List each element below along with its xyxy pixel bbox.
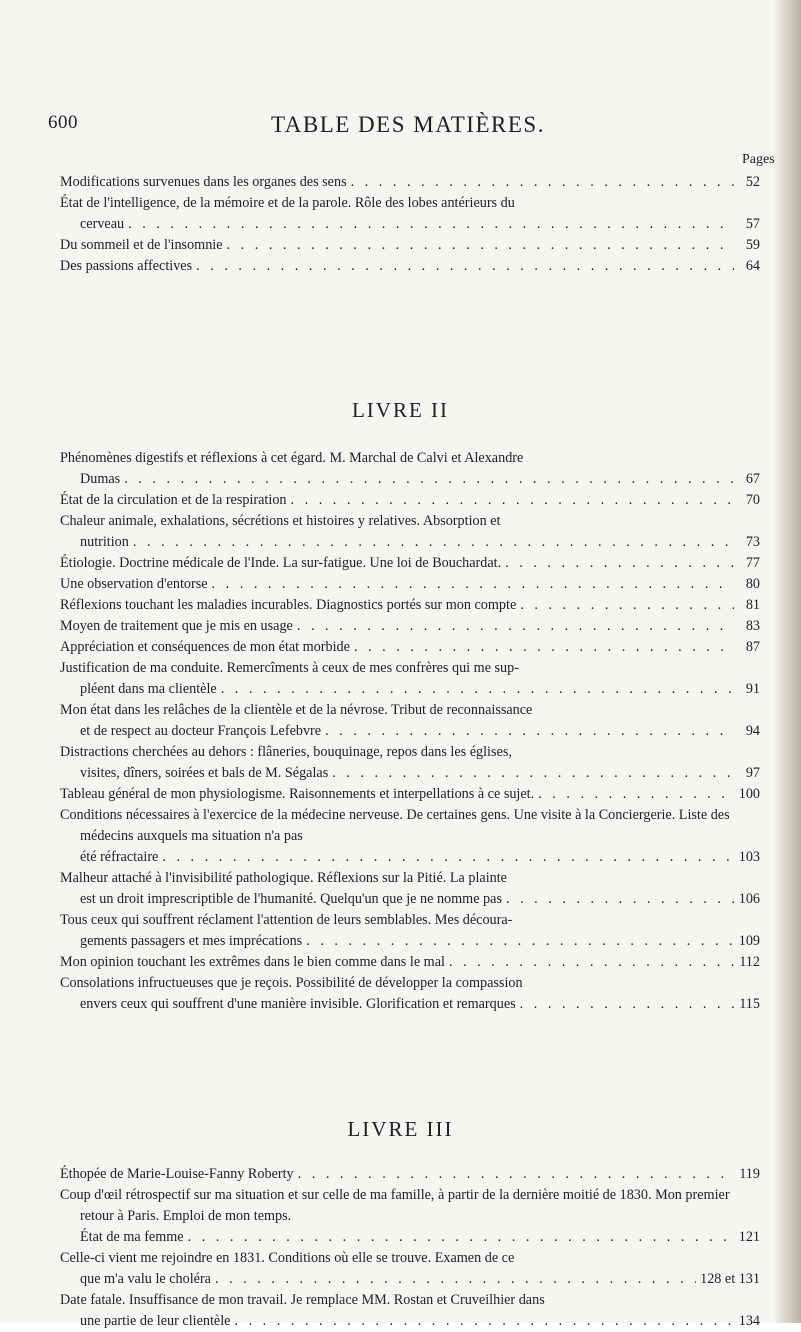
- dot-leader: [215, 1269, 696, 1290]
- toc-entry-line: [60, 994, 760, 1015]
- page-header: [48, 112, 768, 142]
- toc-entry-text: Justification de ma conduite. Remercîments à ceux de mes confrères qui me sup-: [60, 660, 519, 676]
- toc-entry-page: 91: [745, 681, 760, 697]
- toc-entry-page: 57: [745, 216, 760, 232]
- toc-entry: [60, 973, 760, 1015]
- toc-entry-page: 73: [745, 534, 760, 550]
- toc-entry-line: [60, 889, 760, 910]
- toc-entry-label: État de la circulation et de la respiration: [60, 492, 287, 508]
- toc-entry: [60, 490, 760, 511]
- toc-entry: [60, 256, 760, 277]
- toc-entry-label: Étiologie. Doctrine médicale de l'Inde. La sur-fatigue. Une loi de Bouchardat.: [60, 555, 502, 571]
- toc-entry-label: gements passagers et mes imprécations: [80, 933, 303, 949]
- toc-entry: [60, 700, 760, 742]
- toc-entry-label: pléent dans ma clientèle: [80, 681, 217, 697]
- toc-entry-page: 106: [738, 891, 760, 907]
- toc-entry-line: [60, 1311, 760, 1332]
- toc-entry-text: Date fatale. Insuffisance de mon travail. Je remplace MM. Rostan et Cruveilhier dans: [60, 1292, 545, 1308]
- toc-entry: [60, 952, 760, 973]
- toc-entry-label: cerveau: [80, 216, 125, 232]
- dot-leader: [505, 553, 734, 574]
- toc-entry-line: [60, 952, 760, 973]
- toc-entry-label: Modifications survenues dans les organes des sens: [60, 174, 347, 190]
- toc-entry-line: [60, 1164, 760, 1185]
- toc-entry: [60, 574, 760, 595]
- toc-entry-label: Dumas: [80, 471, 121, 487]
- toc-entry-page: 52: [745, 174, 760, 190]
- toc-entry-label: nutrition: [80, 534, 129, 550]
- toc-entry: [60, 1185, 760, 1248]
- page-number: 600: [48, 112, 78, 133]
- toc-entry-text: Phénomènes digestifs et réflexions à cet égard. M. Marchal de Calvi et Alexandre: [60, 450, 524, 466]
- toc-entry: [60, 658, 760, 700]
- dot-leader: [332, 763, 734, 784]
- dot-leader: [354, 637, 734, 658]
- toc-entry-label: une partie de leur clientèle: [80, 1313, 231, 1329]
- toc-entry-text: Chaleur animale, exhalations, sécrétions et histoires y relatives. Absorption et: [60, 513, 501, 529]
- toc-entry-line: [60, 679, 760, 700]
- dot-leader: [234, 1311, 734, 1332]
- toc-entry: [60, 784, 760, 805]
- toc-entry-page: 119: [739, 1166, 760, 1182]
- toc-entry-label: Appréciation et conséquences de mon état morbide: [60, 639, 350, 655]
- dot-leader: [298, 1164, 734, 1185]
- toc-entry-page: 115: [739, 996, 760, 1012]
- toc-entry: [60, 637, 760, 658]
- running-title: TABLE DES MATIÈRES.: [271, 112, 545, 137]
- dot-leader: [297, 616, 734, 637]
- toc-entry-page: 134: [738, 1313, 760, 1329]
- toc-entry: [60, 1290, 760, 1332]
- toc-entry: [60, 616, 760, 637]
- toc-entry-page: 59: [745, 237, 760, 253]
- dot-leader: [291, 490, 734, 511]
- toc-entry-page: 121: [738, 1229, 760, 1245]
- toc-entries-livre-2: [60, 448, 760, 1015]
- dot-leader: [124, 469, 734, 490]
- toc-entry-label: envers ceux qui souffrent d'une manière invisible. Glorification et remarques: [80, 996, 516, 1012]
- toc-entry-line: [60, 637, 760, 658]
- toc-entry-label: Mon opinion touchant les extrêmes dans le bien comme dans le mal: [60, 954, 445, 970]
- dot-leader: [449, 952, 734, 973]
- toc-entry-label: Des passions affectives: [60, 258, 193, 274]
- dot-leader: [133, 532, 734, 553]
- dot-leader: [212, 574, 734, 595]
- toc-entry-text: Distractions cherchées au dehors : flâneries, bouquinage, repos dans les églises,: [60, 744, 512, 760]
- toc-entry-line: [60, 172, 760, 193]
- toc-entry: [60, 1248, 760, 1290]
- toc-entry-line: [60, 595, 760, 616]
- toc-entry-line: [60, 553, 760, 574]
- toc-entry-line: [60, 490, 760, 511]
- toc-entry-page: 87: [745, 639, 760, 655]
- toc-entry-text: Conditions nécessaires à l'exercice de la médecine nerveuse. De certaines gens. Une visite à la Conciergerie. Liste des médecins auxquels ma situation n'a pas: [60, 807, 730, 844]
- dot-leader: [351, 172, 734, 193]
- dot-leader: [520, 595, 734, 616]
- toc-entry-label: que m'a valu le choléra: [80, 1271, 211, 1287]
- toc-entry-text: Tous ceux qui souffrent réclament l'attention de leurs semblables. Mes décourа-: [60, 912, 513, 928]
- toc-entry-label: été réfractaire: [80, 849, 159, 865]
- toc-entry-line: [60, 847, 760, 868]
- section-title-livre-2: LIVRE II: [351, 398, 450, 422]
- toc-entry-line: [60, 763, 760, 784]
- pages-column-label: Pages: [742, 152, 775, 167]
- toc-entry-page: 128 et 131: [700, 1271, 760, 1287]
- toc-entry-label: visites, dîners, soirées et bals de M. Ségalas: [80, 765, 329, 781]
- toc-entry: [60, 910, 760, 952]
- toc-entry-label: et de respect au docteur François Lefebvre: [80, 723, 322, 739]
- dot-leader: [128, 214, 734, 235]
- toc-entry: [60, 742, 760, 784]
- toc-entry-page: 94: [745, 723, 760, 739]
- dot-leader: [188, 1227, 734, 1248]
- toc-entry-text: Celle-ci vient me rejoindre en 1831. Conditions où elle se trouve. Examen de ce: [60, 1250, 515, 1266]
- toc-entry: [60, 595, 760, 616]
- dot-leader: [506, 889, 734, 910]
- dot-leader: [221, 679, 734, 700]
- toc-entry-label: est un droit imprescriptible de l'humanité. Quelqu'un que je ne nomme pas: [80, 891, 502, 907]
- toc-entry-line: [60, 784, 760, 805]
- toc-entry: [60, 172, 760, 193]
- section-title-livre-3: LIVRE III: [347, 1117, 454, 1141]
- toc-entry: [60, 235, 760, 256]
- toc-entry: [60, 511, 760, 553]
- toc-entry-line: [60, 532, 760, 553]
- dot-leader: [196, 256, 734, 277]
- toc-entry-page: 81: [745, 597, 760, 613]
- toc-entry: [60, 1164, 760, 1185]
- toc-entry-page: 112: [739, 954, 760, 970]
- toc-entries-livre-3: [60, 1164, 760, 1332]
- toc-entry-page: 97: [745, 765, 760, 781]
- toc-entries-intro: [60, 172, 760, 277]
- toc-entry-text: Mon état dans les relâches de la clientèle et de la névrose. Tribut de reconnaissance: [60, 702, 533, 718]
- dot-leader: [538, 784, 734, 805]
- toc-entry-line: [60, 214, 760, 235]
- toc-entry-text: Coup d'œil rétrospectif sur ma situation et sur celle de ma famille, à partir de la dernière moitié de 1830. Mon premier retour à Paris. Emploi de mon temps.: [60, 1187, 730, 1224]
- toc-entry-text: État de l'intelligence, de la mémoire et de la parole. Rôle des lobes antérieurs du: [60, 195, 515, 211]
- toc-entry-line: [60, 469, 760, 490]
- toc-entry-line: [60, 1227, 760, 1248]
- toc-entry: [60, 193, 760, 235]
- dot-leader: [227, 235, 734, 256]
- toc-entry-text: Consolations infructueuses que je reçois. Possibilité de développer la compassion: [60, 975, 523, 991]
- toc-entry-line: [60, 256, 760, 277]
- toc-entry: [60, 805, 760, 868]
- toc-entry-line: [60, 574, 760, 595]
- toc-entry-label: Du sommeil et de l'insomnie: [60, 237, 223, 253]
- dot-leader: [520, 994, 734, 1015]
- toc-entry-label: Moyen de traitement que je mis en usage: [60, 618, 293, 634]
- toc-entry-label: Réflexions touchant les maladies incurables. Diagnostics portés sur mon compte: [60, 597, 517, 613]
- toc-entry-page: 83: [745, 618, 760, 634]
- toc-entry-line: [60, 616, 760, 637]
- toc-entry-label: État de ma femme: [80, 1229, 184, 1245]
- toc-entry-line: [60, 1269, 760, 1290]
- toc-entry-page: 77: [745, 555, 760, 571]
- toc-entry-page: 80: [745, 576, 760, 592]
- toc-entry-text: Malheur attaché à l'invisibilité pathologique. Réflexions sur la Pitié. La plainte: [60, 870, 507, 886]
- toc-entry-label: Une observation d'entorse: [60, 576, 208, 592]
- toc-entry-page: 64: [745, 258, 760, 274]
- dot-leader: [162, 847, 734, 868]
- toc-entry-page: 100: [738, 786, 760, 802]
- toc-entry-page: 67: [745, 471, 760, 487]
- toc-entry-page: 103: [738, 849, 760, 865]
- toc-entry-line: [60, 235, 760, 256]
- toc-entry-label: Éthopée de Marie-Louise-Fanny Roberty: [60, 1166, 294, 1182]
- toc-entry-label: Tableau général de mon physiologisme. Raisonnements et interpellations à ce sujet.: [60, 786, 535, 802]
- toc-entry-line: [60, 931, 760, 952]
- toc-entry: [60, 553, 760, 574]
- dot-leader: [325, 721, 734, 742]
- toc-entry-line: [60, 721, 760, 742]
- toc-entry-page: 70: [745, 492, 760, 508]
- toc-entry: [60, 448, 760, 490]
- toc-entry: [60, 868, 760, 910]
- toc-entry-page: 109: [738, 933, 760, 949]
- dot-leader: [306, 931, 734, 952]
